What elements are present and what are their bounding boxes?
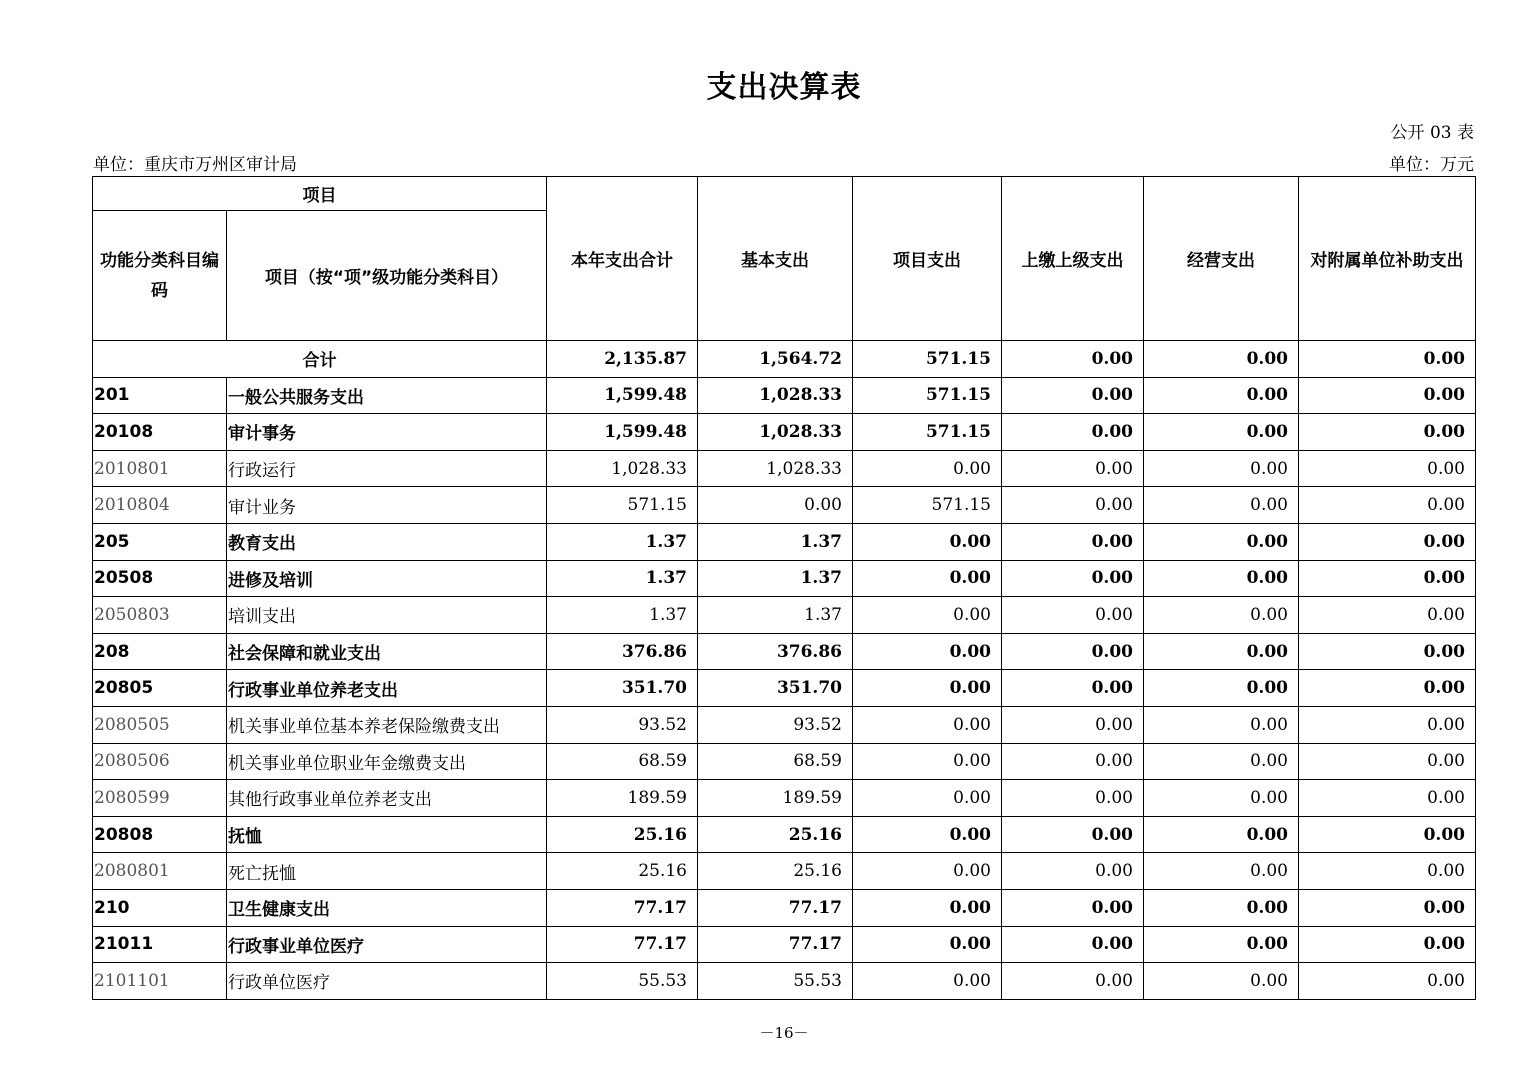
row-name: 死亡抚恤	[227, 853, 547, 890]
header-basic: 基本支出	[698, 177, 853, 341]
row-code: 21011	[93, 926, 227, 963]
row-value: 1.37	[698, 560, 853, 597]
row-value: 1,599.48	[547, 377, 698, 414]
row-value: 0.00	[1002, 743, 1144, 780]
row-value: 0.00	[1299, 670, 1476, 707]
row-value: 0.00	[1144, 633, 1299, 670]
row-value: 1.37	[547, 597, 698, 634]
table-row	[93, 487, 1476, 524]
row-code: 20508	[93, 560, 227, 597]
row-name: 行政单位医疗	[227, 963, 547, 1000]
header-name: 项目（按“项”级功能分类科目）	[227, 211, 547, 341]
row-name: 其他行政事业单位养老支出	[227, 780, 547, 817]
table-row	[93, 597, 1476, 634]
page-title: 支出决算表	[706, 70, 862, 105]
row-name: 社会保障和就业支出	[227, 633, 547, 670]
row-value: 0.00	[1299, 597, 1476, 634]
table-row	[93, 706, 1476, 743]
table-row	[93, 523, 1476, 560]
row-value: 0.00	[1299, 889, 1476, 926]
row-value: 0.00	[1002, 450, 1144, 487]
row-value: 189.59	[547, 780, 698, 817]
row-value: 0.00	[1144, 706, 1299, 743]
row-value: 0.00	[853, 780, 1002, 817]
row-value: 25.16	[547, 853, 698, 890]
row-value: 0.00	[1002, 670, 1144, 707]
row-code: 2080505	[93, 706, 227, 743]
row-value: 351.70	[698, 670, 853, 707]
row-value: 0.00	[853, 670, 1002, 707]
total-label: 合计	[93, 341, 547, 378]
row-code: 20808	[93, 816, 227, 853]
page-number: －16－	[759, 1024, 809, 1042]
table-row	[93, 633, 1476, 670]
total-value: 0.00	[1299, 341, 1476, 378]
row-value: 0.00	[1002, 377, 1144, 414]
row-name: 行政事业单位养老支出	[227, 670, 547, 707]
row-value: 571.15	[547, 487, 698, 524]
row-value: 25.16	[698, 853, 853, 890]
total-value: 1,564.72	[698, 341, 853, 378]
row-value: 77.17	[547, 926, 698, 963]
row-name: 抚恤	[227, 816, 547, 853]
row-value: 0.00	[1002, 414, 1144, 451]
row-value: 0.00	[1002, 523, 1144, 560]
table-row	[93, 889, 1476, 926]
row-code: 20805	[93, 670, 227, 707]
row-value: 1.37	[547, 560, 698, 597]
row-value: 0.00	[853, 926, 1002, 963]
row-value: 0.00	[1002, 780, 1144, 817]
row-value: 25.16	[698, 816, 853, 853]
table-number: 公开 03 表	[1390, 123, 1474, 143]
row-value: 0.00	[853, 450, 1002, 487]
row-value: 0.00	[1299, 487, 1476, 524]
table-row	[93, 377, 1476, 414]
currency-unit: 单位：万元	[1389, 155, 1474, 175]
row-value: 0.00	[1299, 816, 1476, 853]
row-value: 0.00	[853, 633, 1002, 670]
row-value: 1.37	[698, 597, 853, 634]
table-row	[93, 853, 1476, 890]
header-project-expenditure: 项目支出	[853, 177, 1002, 341]
row-value: 0.00	[1002, 926, 1144, 963]
row-value: 93.52	[698, 706, 853, 743]
table-row	[93, 963, 1476, 1000]
total-value: 2,135.87	[547, 341, 698, 378]
expenditure-table	[92, 176, 1476, 1000]
row-code: 2010801	[93, 450, 227, 487]
header-code: 功能分类科目编码	[93, 211, 227, 341]
row-value: 0.00	[1299, 633, 1476, 670]
row-value: 0.00	[1144, 743, 1299, 780]
row-name: 行政运行	[227, 450, 547, 487]
row-value: 0.00	[853, 816, 1002, 853]
row-value: 93.52	[547, 706, 698, 743]
row-value: 68.59	[698, 743, 853, 780]
row-code: 2010804	[93, 487, 227, 524]
row-code: 20108	[93, 414, 227, 451]
row-value: 0.00	[1144, 414, 1299, 451]
header-upper: 上缴上级支出	[1002, 177, 1144, 341]
row-value: 0.00	[1002, 889, 1144, 926]
row-value: 0.00	[1144, 889, 1299, 926]
row-value: 0.00	[853, 597, 1002, 634]
row-value: 0.00	[1002, 597, 1144, 634]
total-row	[93, 341, 1476, 378]
row-value: 0.00	[1144, 523, 1299, 560]
row-value: 571.15	[853, 377, 1002, 414]
row-value: 0.00	[853, 889, 1002, 926]
row-value: 0.00	[853, 560, 1002, 597]
row-name: 卫生健康支出	[227, 889, 547, 926]
row-value: 0.00	[698, 487, 853, 524]
row-value: 77.17	[547, 889, 698, 926]
row-code: 2080599	[93, 780, 227, 817]
row-value: 0.00	[1144, 963, 1299, 1000]
row-value: 1,599.48	[547, 414, 698, 451]
row-value: 0.00	[1002, 487, 1144, 524]
table-row	[93, 926, 1476, 963]
row-value: 0.00	[853, 523, 1002, 560]
row-value: 0.00	[1144, 816, 1299, 853]
row-value: 0.00	[1144, 560, 1299, 597]
total-value: 571.15	[853, 341, 1002, 378]
row-value: 0.00	[1144, 926, 1299, 963]
row-value: 0.00	[1299, 926, 1476, 963]
row-value: 351.70	[547, 670, 698, 707]
header-total: 本年支出合计	[547, 177, 698, 341]
row-value: 0.00	[1299, 414, 1476, 451]
header-business: 经营支出	[1144, 177, 1299, 341]
row-code: 2080506	[93, 743, 227, 780]
row-value: 0.00	[1299, 523, 1476, 560]
row-value: 0.00	[1299, 963, 1476, 1000]
row-code: 210	[93, 889, 227, 926]
row-name: 审计事务	[227, 414, 547, 451]
row-value: 68.59	[547, 743, 698, 780]
row-name: 一般公共服务支出	[227, 377, 547, 414]
row-value: 571.15	[853, 487, 1002, 524]
row-value: 0.00	[1299, 706, 1476, 743]
row-value: 0.00	[1144, 670, 1299, 707]
row-value: 0.00	[1299, 743, 1476, 780]
header-subsidy: 对附属单位补助支出	[1299, 177, 1476, 341]
table-row	[93, 450, 1476, 487]
row-name: 培训支出	[227, 597, 547, 634]
table-row	[93, 670, 1476, 707]
table-row	[93, 414, 1476, 451]
row-value: 0.00	[1144, 780, 1299, 817]
row-value: 0.00	[1299, 377, 1476, 414]
row-value: 376.86	[698, 633, 853, 670]
row-value: 0.00	[1002, 706, 1144, 743]
row-name: 教育支出	[227, 523, 547, 560]
row-value: 0.00	[1002, 816, 1144, 853]
header-project: 项目	[93, 177, 547, 211]
row-value: 0.00	[1002, 633, 1144, 670]
row-value: 0.00	[1002, 560, 1144, 597]
row-value: 0.00	[1144, 377, 1299, 414]
row-value: 376.86	[547, 633, 698, 670]
row-value: 0.00	[853, 963, 1002, 1000]
row-value: 0.00	[1144, 597, 1299, 634]
row-code: 2101101	[93, 963, 227, 1000]
row-value: 0.00	[1144, 853, 1299, 890]
row-value: 55.53	[547, 963, 698, 1000]
row-value: 0.00	[1299, 853, 1476, 890]
row-value: 0.00	[1002, 853, 1144, 890]
row-name: 机关事业单位职业年金缴费支出	[227, 743, 547, 780]
row-value: 0.00	[1299, 450, 1476, 487]
row-value: 1,028.33	[698, 450, 853, 487]
row-value: 0.00	[1144, 450, 1299, 487]
row-value: 1.37	[547, 523, 698, 560]
table-row	[93, 743, 1476, 780]
row-value: 0.00	[1299, 780, 1476, 817]
row-name: 进修及培训	[227, 560, 547, 597]
row-value: 571.15	[853, 414, 1002, 451]
row-name: 机关事业单位基本养老保险缴费支出	[227, 706, 547, 743]
row-value: 0.00	[853, 743, 1002, 780]
total-value: 0.00	[1002, 341, 1144, 378]
row-value: 0.00	[853, 853, 1002, 890]
row-value: 0.00	[1002, 963, 1144, 1000]
row-value: 25.16	[547, 816, 698, 853]
table-row	[93, 780, 1476, 817]
row-value: 77.17	[698, 926, 853, 963]
row-value: 1.37	[698, 523, 853, 560]
row-value: 1,028.33	[698, 414, 853, 451]
row-value: 0.00	[1299, 560, 1476, 597]
row-code: 208	[93, 633, 227, 670]
row-value: 1,028.33	[698, 377, 853, 414]
row-value: 189.59	[698, 780, 853, 817]
table-row	[93, 816, 1476, 853]
row-code: 2080801	[93, 853, 227, 890]
organization-unit: 单位：重庆市万州区审计局	[93, 155, 297, 175]
row-name: 行政事业单位医疗	[227, 926, 547, 963]
row-code: 201	[93, 377, 227, 414]
total-value: 0.00	[1144, 341, 1299, 378]
row-code: 205	[93, 523, 227, 560]
row-value: 0.00	[853, 706, 1002, 743]
table-row	[93, 560, 1476, 597]
row-name: 审计业务	[227, 487, 547, 524]
row-value: 0.00	[1144, 487, 1299, 524]
row-code: 2050803	[93, 597, 227, 634]
row-value: 55.53	[698, 963, 853, 1000]
row-value: 77.17	[698, 889, 853, 926]
row-value: 1,028.33	[547, 450, 698, 487]
